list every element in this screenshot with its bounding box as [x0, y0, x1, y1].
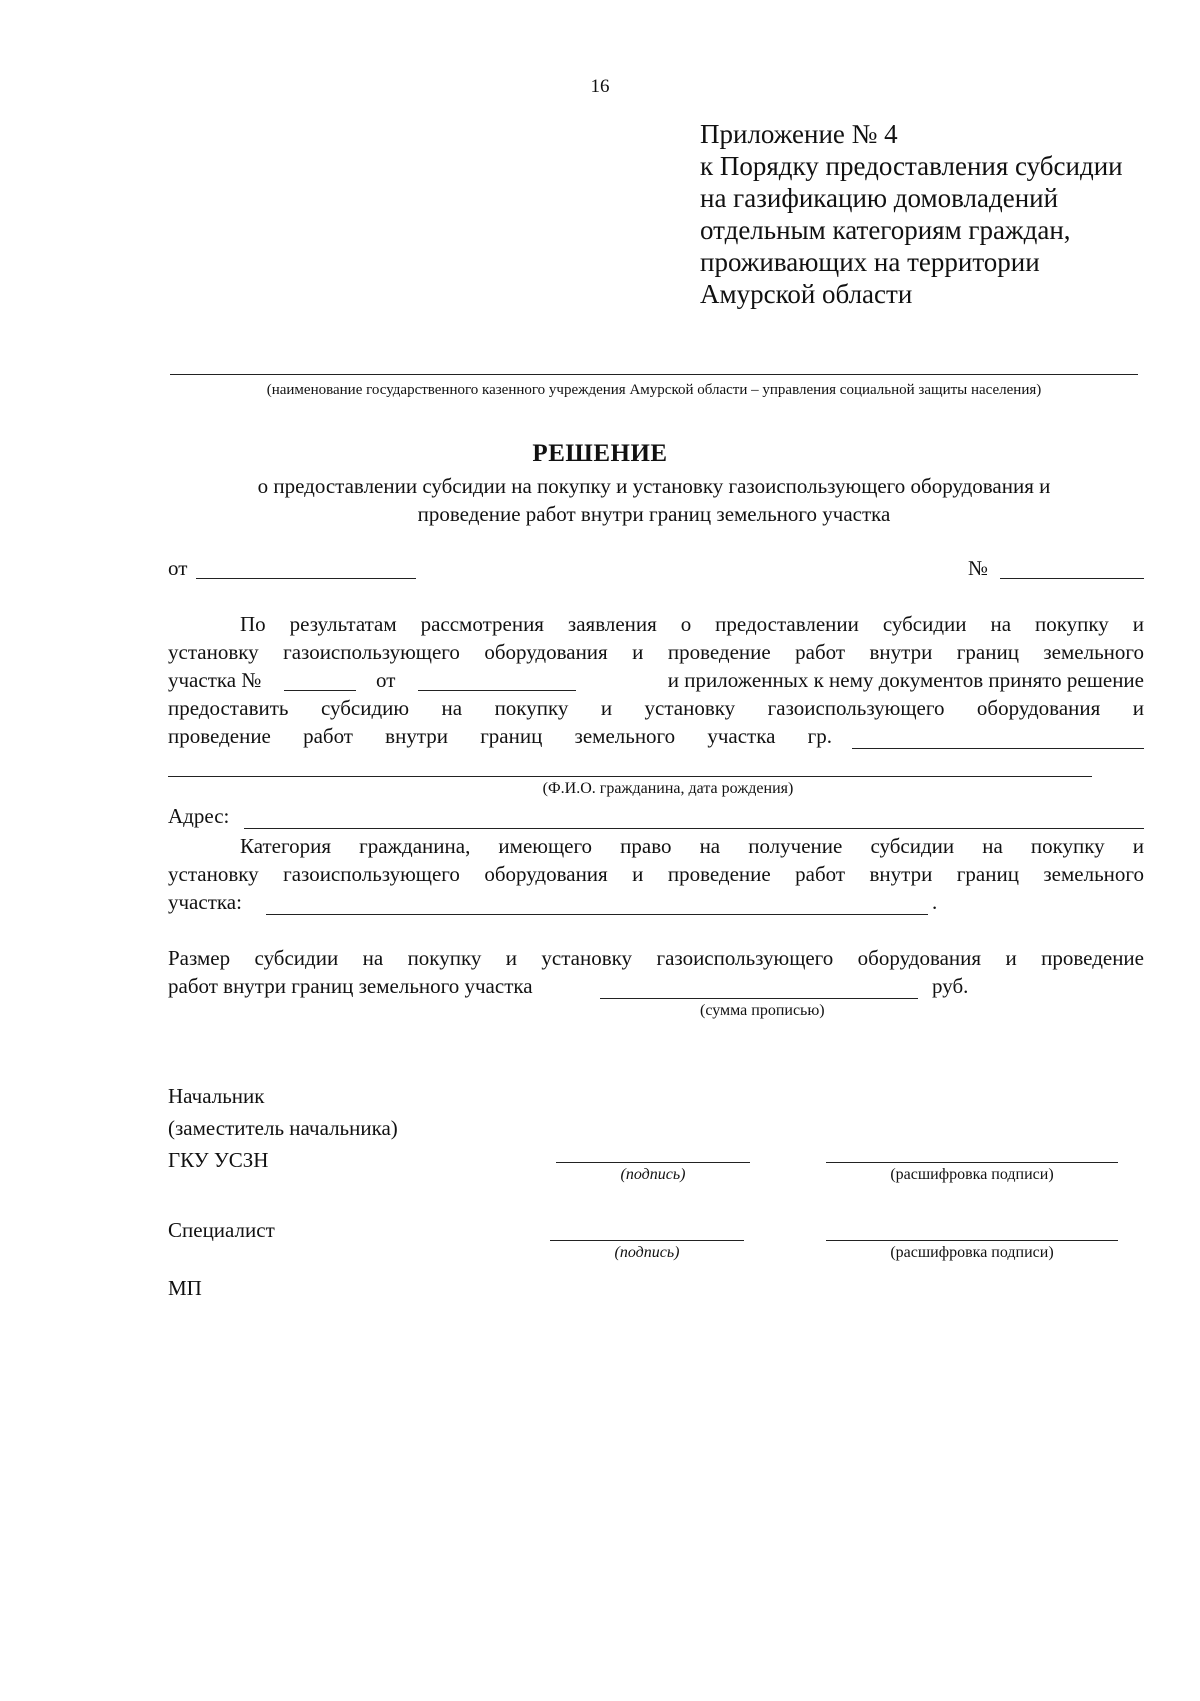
- p1-line-4: предоставить субсидию на покупку и установку газоиспользующего оборудования и: [168, 696, 1144, 720]
- subsidy-amount-field[interactable]: [600, 998, 918, 999]
- application-number-field[interactable]: [284, 690, 356, 691]
- p1-line-3-c: и приложенных к нему документов принято решение: [667, 668, 1144, 692]
- chief-signature-field[interactable]: [556, 1162, 750, 1163]
- subtitle-line-2: проведение работ внутри границ земельного участка: [417, 502, 891, 526]
- chief-org: ГКУ УСЗН: [168, 1148, 269, 1172]
- p2-line-2: установку газоиспользующего оборудования и проведение работ внутри границ земельного: [168, 862, 1144, 886]
- p2-end: .: [932, 890, 938, 914]
- number-field[interactable]: [1000, 578, 1144, 579]
- specialist-signature-caption: (подпись): [614, 1244, 680, 1261]
- appendix-line: на газификацию домовладений: [700, 183, 1059, 213]
- stamp-label: МП: [168, 1276, 202, 1300]
- address-label: Адрес:: [168, 804, 230, 828]
- chief-block: [168, 1080, 398, 1176]
- appendix-line: Приложение № 4: [700, 119, 898, 149]
- chief-decoding-field[interactable]: [826, 1162, 1118, 1163]
- p1-line-2: установку газоиспользующего оборудования и проведение работ внутри границ земельного: [168, 640, 1144, 664]
- subtitle-line-1: о предоставлении субсидии на покупку и установку газоиспользующего оборудования и: [257, 474, 1051, 498]
- appendix-block: [700, 118, 1123, 310]
- institution-caption: (наименование государственного казенного учреждения Амурской области – управления социальной защиты населения): [266, 382, 1042, 398]
- appendix-line: Амурской области: [700, 279, 913, 309]
- specialist-label: Специалист: [168, 1218, 275, 1242]
- number-label: №: [968, 556, 989, 580]
- specialist-decoding-caption: (расшифровка подписи): [890, 1244, 1054, 1261]
- chief-deputy: (заместитель начальника): [168, 1116, 398, 1140]
- category-field[interactable]: [266, 914, 928, 915]
- p2-line-3: участка:: [168, 890, 242, 914]
- citizen-name-field-2[interactable]: [168, 776, 1092, 777]
- institution-name-line[interactable]: [170, 374, 1138, 375]
- document-title: РЕШЕНИЕ: [532, 440, 668, 467]
- page-number: 16: [590, 76, 610, 97]
- p1-line-3-b: от: [376, 668, 396, 692]
- appendix-line: отдельным категориям граждан,: [700, 215, 1071, 245]
- citizen-name-field[interactable]: [852, 748, 1144, 749]
- chief-title: Начальник: [168, 1084, 265, 1108]
- specialist-signature-field[interactable]: [550, 1240, 744, 1241]
- specialist-decoding-field[interactable]: [826, 1240, 1118, 1241]
- date-field[interactable]: [196, 578, 416, 579]
- p3-line-1: Размер субсидии на покупку и установку газоиспользующего оборудования и проведение: [168, 946, 1144, 970]
- p1-line-1: По результатам рассмотрения заявления о предоставлении субсидии на покупку и: [240, 612, 1144, 636]
- citizen-caption: (Ф.И.О. гражданина, дата рождения): [542, 780, 794, 797]
- chief-signature-caption: (подпись): [620, 1166, 686, 1183]
- p1-line-3-a: участка №: [168, 668, 262, 692]
- currency-label: руб.: [932, 974, 969, 998]
- application-date-field[interactable]: [418, 690, 576, 691]
- p2-line-1: Категория гражданина, имеющего право на получение субсидии на покупку и: [240, 834, 1144, 858]
- document-subtitle: [170, 472, 1138, 528]
- appendix-line: к Порядку предоставления субсидии: [700, 151, 1123, 181]
- p1-line-5: проведение работ внутри границ земельного участка гр.: [168, 724, 832, 748]
- p3-line-2: работ внутри границ земельного участка: [168, 974, 533, 998]
- sum-caption: (сумма прописью): [700, 1002, 825, 1019]
- appendix-line: проживающих на территории: [700, 247, 1040, 277]
- chief-decoding-caption: (расшифровка подписи): [890, 1166, 1054, 1183]
- address-field[interactable]: [244, 828, 1144, 829]
- from-label: от: [168, 556, 188, 580]
